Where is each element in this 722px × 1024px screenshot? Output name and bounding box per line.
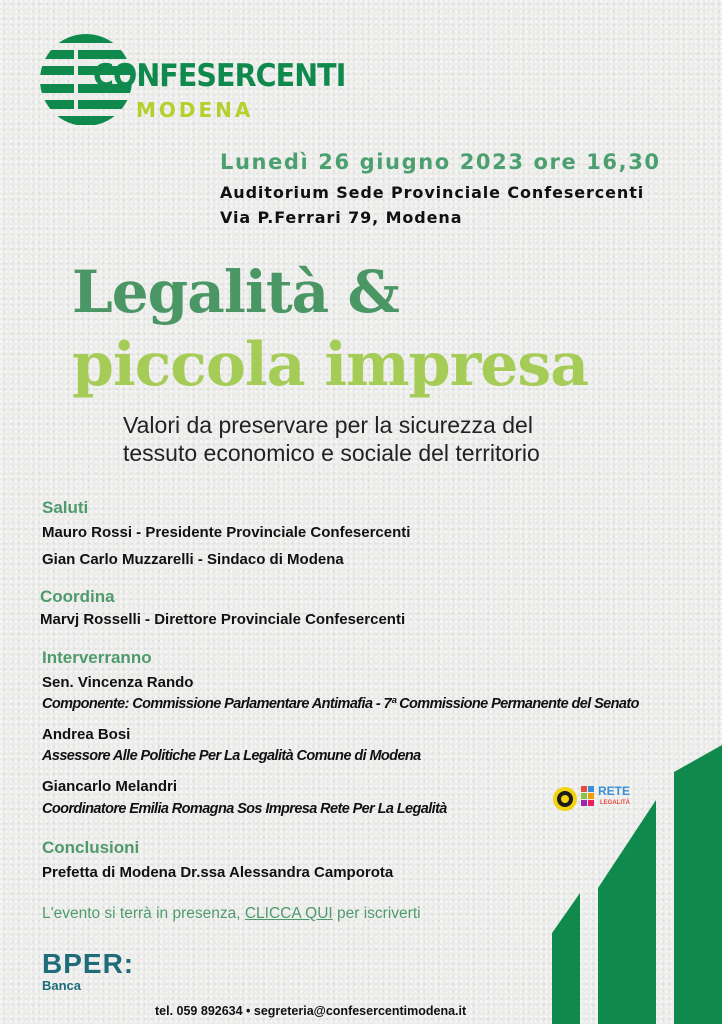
event-address: Via P.Ferrari 79, Modena (220, 208, 463, 227)
section-heading-interverranno: Interverranno (42, 648, 152, 667)
bper-logo-text: BPER: (42, 948, 135, 979)
logo-wordmark: CONFESERCENTI (93, 58, 346, 94)
title-line-2: piccola impresa (72, 330, 589, 400)
speaker-name: Andrea Bosi (42, 726, 131, 743)
bper-banca-logo (42, 948, 134, 993)
registration-note (42, 905, 421, 923)
conclusion-item: Prefetta di Modena Dr.ssa Alessandra Camporota (42, 864, 394, 881)
speaker-role: Assessore Alle Politiche Per La Legalità Comune di Modena (42, 748, 421, 764)
speaker-name: Sen. Vincenza Rando (42, 674, 194, 691)
speaker-name: Giancarlo Melandri (42, 778, 178, 795)
event-date: Lunedì 26 giugno 2023 ore 16,30 (220, 150, 661, 174)
bar-chart-decoration (470, 745, 722, 1024)
title-line-1: Legalità & (72, 258, 399, 326)
rete-logo-subtext: LEGALITÀ (600, 800, 630, 806)
subtitle-line-2: tessuto economico e sociale del territorio (123, 440, 540, 466)
confesercenti-logo (38, 32, 346, 132)
logo-city: MODENA (136, 98, 254, 122)
registration-text-after: per iscriverti (332, 905, 421, 922)
section-heading-coordina: Coordina (40, 587, 115, 606)
event-venue: Auditorium Sede Provinciale Confesercenti (220, 183, 645, 202)
decor-bar-3 (674, 745, 722, 1024)
section-heading-saluti: Saluti (42, 498, 89, 517)
rete-logo-text: RETE (598, 784, 631, 798)
bper-logo-subtext: Banca (42, 978, 82, 993)
moderator-item: Marvj Rosselli - Direttore Provinciale Confesercenti (40, 611, 406, 628)
greeting-item: Mauro Rossi - Presidente Provinciale Confesercenti (42, 524, 411, 541)
speaker-role: Coordinatore Emilia Romagna Sos Impresa Rete Per La Legalità (42, 801, 447, 817)
register-link[interactable]: CLICCA QUI (244, 905, 333, 922)
decor-bar-1 (552, 893, 580, 1024)
contact-footer: tel. 059 892634 • segreteria@confesercentimodena.it (155, 1004, 467, 1018)
greeting-item: Gian Carlo Muzzarelli - Sindaco di Modena (42, 551, 344, 568)
subtitle-line-1: Valori da preservare per la sicurezza del (123, 412, 533, 438)
section-heading-conclusioni: Conclusioni (42, 838, 140, 857)
registration-text-before: L'evento si terrà in presenza, (42, 905, 245, 922)
decor-bar-2 (598, 800, 656, 1024)
speaker-role: Componente: Commissione Parlamentare Antimafia - 7ª Commissione Permanente del Senato (42, 696, 639, 712)
